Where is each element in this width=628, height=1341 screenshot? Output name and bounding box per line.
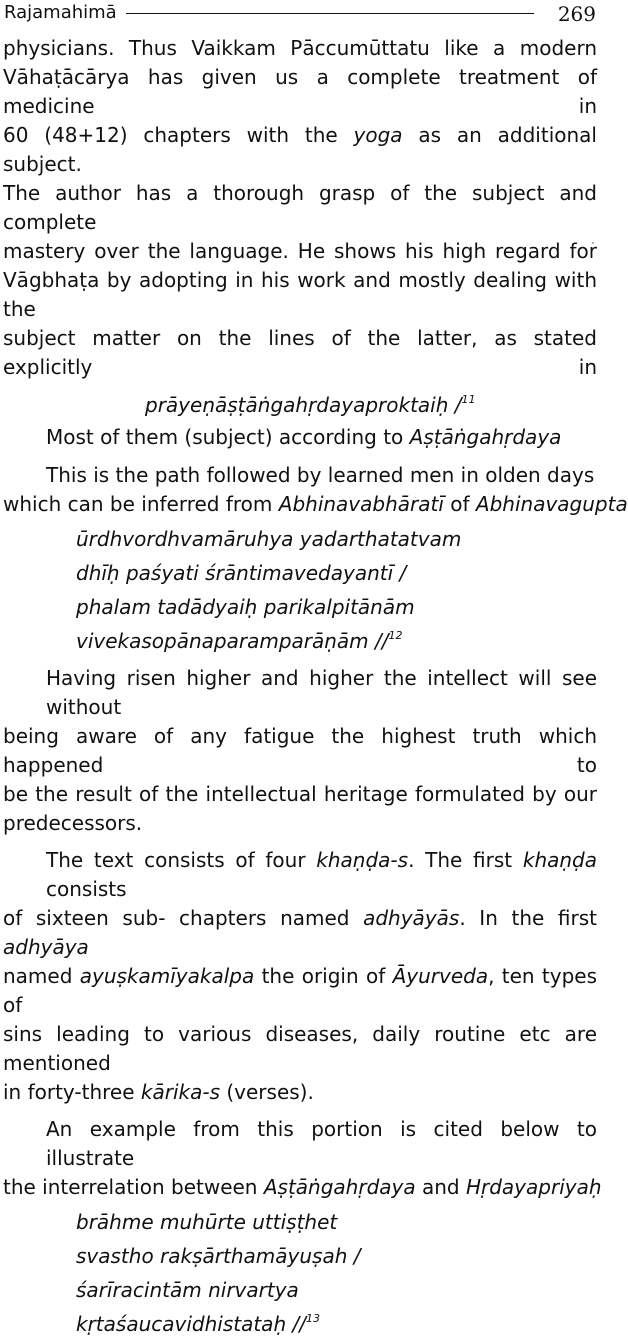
header-rule [126,13,534,14]
paragraph-5 [0,1115,600,1202]
text-line: 60 (48+12) chapters with the yoga as an additional subject. [3,123,597,176]
text-line: physicians. Thus Vaikkam Pāccumūttatu like a modern [3,36,597,60]
verse-line: svastho rakṣārthamāyuṣah / [76,1244,361,1268]
text-line: subject matter on the lines of the latter, as stated explicitly in [3,326,597,379]
verse-line: ūrdhvordhvamāruhya yadarthatatvam [76,527,462,551]
text-line: being aware of any fatigue the highest truth which happened to [3,724,597,777]
gloss-line: Most of them (subject) according to Aṣṭāṅgahṛdaya [46,425,562,449]
text-line: mastery over the language. He shows his high regard for [3,239,597,263]
text-line: Having risen higher and higher the intellect will see without [46,666,597,719]
page-number: 269 [557,2,596,26]
text-line: Vāhaṭācārya has given us a complete treatment of medicine in [3,65,597,118]
verse-line: dhīḥ paśyati śrāntimavedayantī / [76,561,407,585]
verse-line: phalam tadādyaiḥ parikalpitānām [76,595,415,619]
paragraph-2 [0,461,628,519]
verse-block-3 [0,1205,600,1341]
text-line: This is the path followed by learned men in olden days [46,463,595,487]
page-body [0,34,628,1341]
verse-block-2 [0,522,600,658]
verse-line: śarīracintām nirvartya [76,1278,299,1302]
paragraph-1 [0,34,600,382]
text-line: sins leading to various diseases, daily routine etc are mentioned [3,1022,597,1075]
footnote-marker: 12 [388,629,403,642]
text-line: An example from this portion is cited below to illustrate [46,1117,597,1170]
quote-verse-1: prāyeṇāṣṭāṅgahṛdayaproktaiḥ /$^{11}$ [145,393,476,417]
footnote-marker: 11 [461,393,476,406]
footnote-marker: 13 [305,1312,320,1325]
paragraph-3 [0,664,600,838]
text-line: of sixteen sub- chapters named adhyāyās. In the first adhyāya [3,906,597,959]
text-line: be the result of the intellectual heritage formulated by our [3,782,597,806]
running-title: Rajamahimā [4,2,117,23]
text-line: in forty-three kārika-s (verses). [3,1080,314,1104]
verse-line: vivekasopānaparamparāṇām //$^{12}$ [76,629,403,653]
text-line: predecessors. [3,811,143,835]
text-line: The text consists of four khaṇḍa-s. The first khaṇḍa consists [46,848,597,901]
text-line: which can be inferred from Abhinavabhāratī of Abhinavagupta [3,492,628,516]
verse-line: kṛtaśaucavidhistataḥ //$^{13}$ [76,1312,320,1336]
text-line: named ayuṣkamīyakalpa the origin of Āyurveda, ten types of [3,964,597,1017]
paragraph-4 [0,846,600,1107]
verse-line: brāhme muhūrte uttiṣṭhet [76,1210,338,1234]
text-line: Vāgbhaṭa by adopting in his work and mostly dealing with the [3,268,597,321]
text-line: The author has a thorough grasp of the subject and complete [3,181,597,234]
text-line: the interrelation between Aṣṭāṅgahṛdaya and Hṛdayapriyaḥ [3,1175,602,1199]
page-header [4,2,596,26]
